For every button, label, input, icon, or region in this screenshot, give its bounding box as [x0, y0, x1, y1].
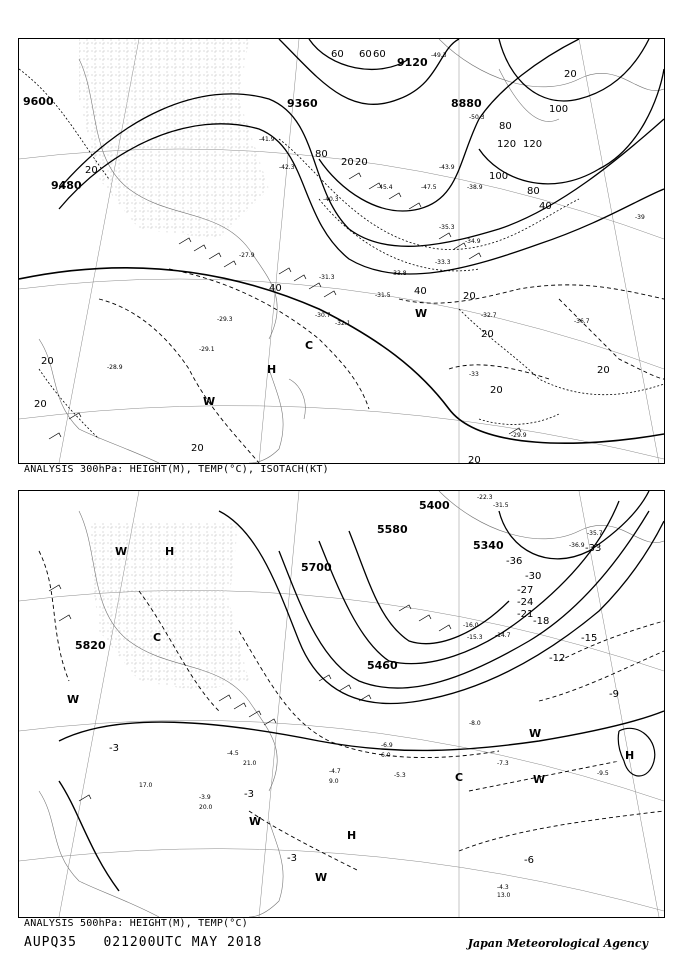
isotherm-label: -3: [287, 853, 297, 864]
height-label: 5580: [377, 523, 408, 536]
temp-label: -49.3: [431, 52, 447, 59]
isotach-label: 40: [414, 286, 427, 297]
isotach-label: 20: [191, 443, 204, 454]
isotach-label: 80: [315, 149, 328, 160]
high-pressure-symbol: H: [347, 829, 357, 842]
isotach-label: 20: [481, 329, 494, 340]
obs-label: 9.0: [329, 778, 339, 785]
isotherm-label: -36: [506, 556, 523, 567]
isotach-label: 20: [41, 356, 54, 367]
obs-label: -36.9: [569, 542, 585, 549]
height-label: 8880: [451, 97, 482, 110]
height-label: 9120: [397, 56, 428, 69]
temp-label: -41.9: [259, 136, 275, 143]
obs-label: -7.3: [497, 760, 509, 767]
height-label: 5460: [367, 659, 398, 672]
obs-label: 20.0: [199, 804, 213, 811]
map-300hpa: [19, 39, 664, 463]
obs-label: -35.7: [587, 530, 603, 537]
isotherm-label: -3: [244, 789, 254, 800]
height-label: 9480: [51, 179, 82, 192]
obs-label: -3.9: [199, 794, 211, 801]
temp-label: -29.3: [217, 316, 233, 323]
warm-symbol: W: [249, 815, 262, 828]
obs-label: -15.3: [467, 634, 483, 641]
obs-label: -5.3: [394, 772, 406, 779]
obs-label: -22.3: [477, 494, 493, 501]
temp-label: -28.9: [107, 364, 123, 371]
temp-label: -38.9: [467, 184, 483, 191]
warm-symbol: W: [415, 307, 428, 320]
map-panel-500hpa: [18, 490, 665, 918]
isotach-label: 20: [341, 157, 354, 168]
isotherm-label: -18: [533, 616, 550, 627]
isotach-label: 100: [489, 171, 509, 182]
isotherm-label: -6: [524, 855, 534, 866]
isotherm-label: -9: [609, 689, 619, 700]
map-panel-300hpa: [18, 38, 665, 464]
isotach-label: 20: [564, 69, 577, 80]
obs-label: 13.0: [497, 892, 511, 899]
caption-300hpa: ANALYSIS 300hPa: HEIGHT(M), TEMP(°C), ISOTACH(KT): [24, 464, 329, 475]
valid-time: 021200UTC MAY 2018: [103, 935, 263, 950]
cold-symbol: C: [153, 631, 162, 644]
isotherm-label: -33: [585, 543, 602, 554]
height-label: 5820: [75, 639, 106, 652]
isotherm-label: -12: [549, 653, 566, 664]
isotach-label: 120: [523, 139, 543, 150]
map-500hpa: [19, 491, 664, 917]
isotherm-label: -21: [517, 609, 534, 620]
issuing-agency: Japan Meteorological Agency: [467, 937, 648, 950]
isotach-label: 80: [499, 121, 512, 132]
temp-label: -33: [469, 371, 479, 378]
temp-label: -32.1: [335, 320, 351, 327]
warm-symbol: W: [203, 395, 216, 408]
obs-label: -4.7: [329, 768, 341, 775]
obs-label: -16.0: [463, 622, 479, 629]
isotach-label: 120: [497, 139, 517, 150]
temp-label: -29.1: [199, 346, 215, 353]
isotach-label: 40: [269, 283, 282, 294]
chart-code: AUPQ35: [24, 935, 77, 950]
isotach-label: 60: [373, 49, 386, 60]
height-label: 5400: [419, 499, 450, 512]
height-label: 9600: [23, 95, 54, 108]
isotherm-label: -3: [109, 743, 119, 754]
warm-symbol: W: [529, 727, 542, 740]
temp-label: -45.4: [377, 184, 393, 191]
obs-label: -14.7: [495, 632, 511, 639]
temp-label: -43.9: [439, 164, 455, 171]
obs-label: -31.5: [493, 502, 509, 509]
obs-label: -4.5: [227, 750, 239, 757]
isotach-label: 60: [359, 49, 372, 60]
isotherm-label: -27: [517, 585, 534, 596]
isotach-label: 20: [85, 165, 98, 176]
isotach-label: 20: [597, 365, 610, 376]
temp-label: -33.3: [435, 259, 451, 266]
high-pressure-symbol: H: [165, 545, 175, 558]
temp-label: -36.7: [574, 318, 590, 325]
temp-label: -29.9: [511, 432, 527, 439]
obs-label: -4.3: [497, 884, 509, 891]
isotach-label: 40: [539, 201, 552, 212]
isotach-label: 60: [331, 49, 344, 60]
obs-label: 21.0: [243, 760, 257, 767]
isotach-label: 20: [463, 291, 476, 302]
cold-symbol: C: [305, 339, 314, 352]
height-label: 5340: [473, 539, 504, 552]
high-pressure-symbol: H: [625, 749, 635, 762]
isotach-label: 20: [468, 455, 481, 463]
cold-symbol: C: [455, 771, 464, 784]
height-label: 9360: [287, 97, 318, 110]
warm-symbol: W: [533, 773, 546, 786]
isotherm-label: -15: [581, 633, 598, 644]
temp-label: -31.5: [375, 292, 391, 299]
obs-label: 17.0: [139, 782, 153, 789]
chart-id-and-time: [24, 935, 262, 950]
isotach-label: 100: [549, 104, 569, 115]
temp-label: -35.3: [439, 224, 455, 231]
obs-label: 6.0: [381, 752, 391, 759]
temp-label: -31.3: [319, 274, 335, 281]
obs-label: -6.9: [381, 742, 393, 749]
temp-label: -47.5: [421, 184, 437, 191]
temp-label: -50.3: [469, 114, 485, 121]
caption-500hpa: ANALYSIS 500hPa: HEIGHT(M), TEMP(°C): [24, 918, 248, 929]
temp-label: -27.9: [239, 252, 255, 259]
temp-label: -32.7: [481, 312, 497, 319]
temp-label: -39: [635, 214, 645, 221]
isotach-label: 80: [527, 186, 540, 197]
temp-label: -34.9: [465, 238, 481, 245]
obs-label: -8.0: [469, 720, 481, 727]
height-label: 5700: [301, 561, 332, 574]
isotach-label: 20: [34, 399, 47, 410]
isotach-label: 20: [490, 385, 503, 396]
obs-label: -9.5: [597, 770, 609, 777]
shaded-region: [79, 39, 269, 239]
temp-label: -40.3: [323, 196, 339, 203]
warm-symbol: W: [67, 693, 80, 706]
high-pressure-symbol: H: [267, 363, 277, 376]
warm-symbol: W: [115, 545, 128, 558]
temp-label: -42.3: [279, 164, 295, 171]
temp-label: -33.8: [391, 270, 407, 277]
isotach-label: 20: [355, 157, 368, 168]
temp-label: -30.7: [315, 312, 331, 319]
warm-symbol: W: [315, 871, 328, 884]
isotherm-label: -30: [525, 571, 542, 582]
isotherm-label: -24: [517, 597, 534, 608]
